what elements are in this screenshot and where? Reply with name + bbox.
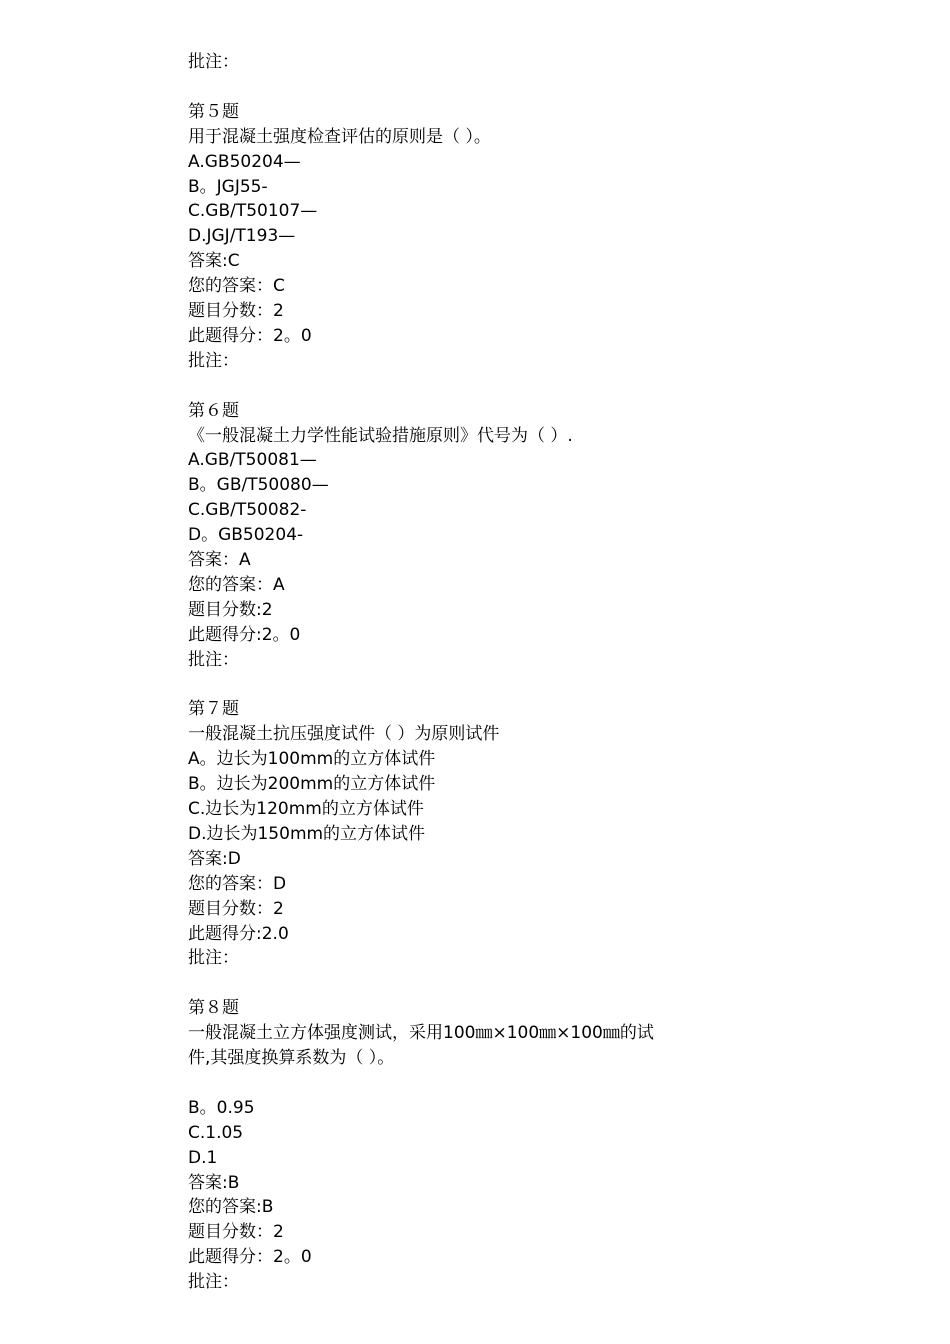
question-8-score: 此题得分：2。0	[188, 1247, 312, 1268]
question-5-option-c: C.GB/T50107—	[188, 201, 318, 222]
question-6-option-a: A.GB/T50081—	[188, 450, 317, 471]
question-5-your-answer: 您的答案：C	[188, 276, 285, 297]
question-6-heading: 第６题	[188, 400, 239, 421]
question-6-score: 此题得分:2。0	[188, 624, 301, 645]
question-6-annotation: 批注：	[188, 649, 239, 670]
question-8-points: 题目分数：2	[188, 1222, 284, 1243]
question-7-heading: 第７题	[188, 699, 239, 720]
question-7-answer: 答案:D	[188, 848, 241, 869]
question-8-answer: 答案:B	[188, 1172, 240, 1193]
question-8-option-d: D.1	[188, 1147, 218, 1168]
question-7-option-c: C.边长为120mm的立方体试件	[188, 799, 424, 819]
question-7-option-b: B。边长为200mm的立方体试件	[188, 774, 436, 795]
question-8-heading: 第８题	[188, 998, 239, 1019]
question-8-stem-line-1: 一般混凝土立方体强度测试，采用100㎜×100㎜×100㎜的试	[188, 1023, 654, 1044]
question-5-option-a: A.GB50204—	[188, 151, 301, 172]
question-5-heading: 第５题	[188, 101, 239, 122]
question-8-annotation: 批注：	[188, 1272, 239, 1293]
question-7-option-d: D.边长为150mm的立方体试件	[188, 823, 426, 844]
question-8-your-answer: 您的答案:B	[188, 1197, 274, 1218]
question-5-score: 此题得分：2。0	[188, 325, 312, 346]
question-8-option-b: B。0.95	[188, 1097, 255, 1118]
question-8-stem-line-2: 件,其强度换算系数为（ ）。	[188, 1048, 395, 1068]
question-7-score: 此题得分:2.0	[188, 923, 289, 944]
question-5-stem: 用于混凝土强度检查评估的原则是（ ）。	[188, 126, 491, 147]
question-7-points: 题目分数：2	[188, 898, 284, 919]
annotation-label: 批注：	[188, 52, 239, 72]
question-7-option-a: A。边长为100mm的立方体试件	[188, 749, 436, 770]
question-6-answer: 答案：A	[188, 550, 251, 570]
question-7-stem: 一般混凝土抗压强度试件（ ）为原则试件	[188, 724, 500, 745]
question-5-answer: 答案:C	[188, 251, 240, 272]
question-7-annotation: 批注：	[188, 948, 239, 969]
question-5-annotation: 批注：	[188, 350, 239, 371]
question-6-option-c: C.GB/T50082-	[188, 500, 307, 521]
question-6-your-answer: 您的答案：A	[188, 574, 285, 595]
question-6-option-d: D。GB50204-	[188, 525, 304, 546]
question-5-option-d: D.JGJ/T193—	[188, 226, 296, 247]
question-5-option-b: B。JGJ55-	[188, 176, 268, 197]
question-6-stem: 《一般混凝土力学性能试验措施原则》代号为（ ）.	[188, 425, 573, 446]
question-5-points: 题目分数：2	[188, 301, 284, 321]
question-6-option-b: B。GB/T50080—	[188, 475, 329, 496]
question-8-option-c: C.1.05	[188, 1122, 244, 1143]
question-6-points: 题目分数:2	[188, 599, 273, 620]
question-7-your-answer: 您的答案：D	[188, 873, 287, 894]
